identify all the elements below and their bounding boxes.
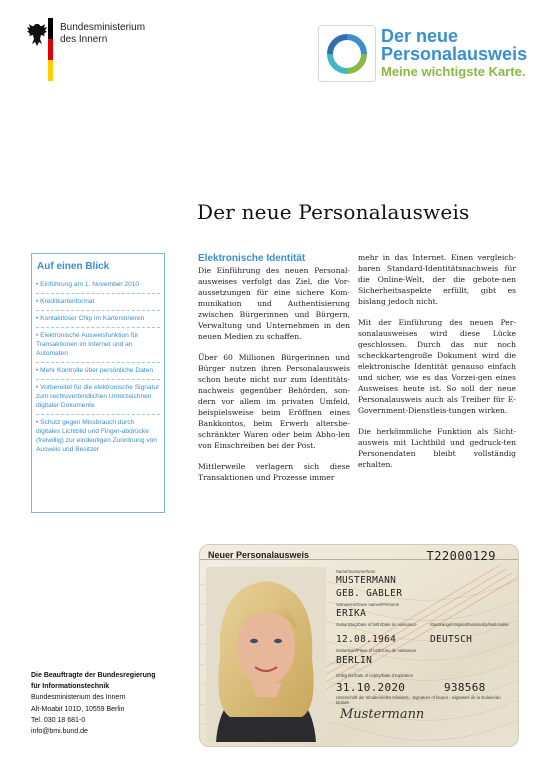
footer-line: Bundesministerium des Innern (31, 694, 126, 702)
paragraph: Über 60 Millionen Bürgerinnen und Bürger nutzen ihren Personalausweis schon heute nicht nur zum Identitäts-nachweis gegenüber Behörden, son-dern vor allem im privaten Umfeld, beispielsweise beim Eröffnen eines Bankkontos, beim Erwerb altersbe-schränkter Waren oder beim Abho-len von Einschreiben bei der Post. (198, 353, 350, 450)
federal-eagle-icon (26, 22, 48, 48)
signature: Mustermann (340, 707, 425, 722)
footer-line: für Informationstechnik (31, 683, 110, 691)
sidebar-item: • Mehr Kontrolle über persönliche Daten (36, 363, 160, 380)
sidebar-item: • Kontaktloser Chip im Karteninneren (36, 311, 160, 328)
logo-title-line-1: Der neue (381, 26, 459, 46)
footer-line: info@bmi.bund.de (31, 728, 88, 736)
paragraph: Mittlerweile verlagern sich diese Transaktionen und Prozesse immer (198, 462, 350, 482)
sidebar-item: • Elektronische Ausweisfunktion für Transaktionen im Internet und an Automaten (36, 328, 160, 363)
sidebar-item: • Vorbereitet für die elektronische Signatur zum rechtsverbindlichen Unterzeichnen digitaler Dokumente (36, 380, 160, 415)
ring-logo-icon (326, 33, 368, 75)
footer-line: Die Beauftragte der Bundesregierung (31, 672, 156, 679)
card-number: T22000129 (426, 549, 496, 563)
sidebar-title: Auf einen Blick (37, 261, 110, 272)
article-column-1 (198, 265, 350, 493)
expiry-value: 31.10.2020 (336, 681, 406, 694)
flag-gold (48, 60, 53, 81)
surname-label: Name/Surname/Nom (336, 569, 376, 574)
sidebar-item: • Einführung am 1. November 2010 (36, 277, 160, 294)
ministry-line-1: Bundesministerium (60, 22, 146, 33)
id-card-logo-box (318, 25, 376, 82)
footer-line: Tel. 030 18 681-0 (31, 716, 86, 724)
paragraph: mehr in das Internet. Einen vergleich-baren Standard-Identitätsnachweis für die Online-Welt, der die gebote-nen Sicherheitsaspekte erfüllt, gibt es bislang jedoch nicht. (358, 253, 516, 306)
logo-tagline: Meine wichtigste Karte. (381, 64, 526, 79)
nationality-value: DEUTSCH (430, 634, 473, 645)
portrait-photo (206, 567, 326, 742)
sidebar-item: • Schutz gegen Missbrauch durch digitales Lichtbild und Finger-abdrücke (freiwillig) zur eindeutigen Zuordnung von Ausweis und Besitzer (36, 419, 157, 453)
at-a-glance-box (31, 253, 165, 513)
ministry-name (60, 22, 145, 46)
flag-red (48, 39, 53, 60)
given-names-value: ERIKA (336, 608, 367, 619)
ministry-line-2: des Innern (60, 34, 108, 45)
paragraph: Die herkömmliche Funktion als Sicht-ausweis mit Lichtbild und gedruck-ten Personendaten bleibt vollständig erhalten. (358, 427, 516, 469)
dob-value: 12.08.1964 (336, 634, 397, 645)
pob-label: Geburtsort/Place of birth/Lieu de naissance (336, 648, 417, 653)
signature-label: Unterschrift der Inhaberin/des Inhabers - Signature of bearer - Signature de la titulaire/du titulaire (336, 695, 501, 705)
given-names-label: Vornamen/Given names/Prénoms (336, 602, 399, 607)
footer-line: Alt-Moabit 101D, 10559 Berlin (31, 705, 125, 713)
paragraph: Mit der Einführung des neuen Per-sonalausweises wird diese Lücke geschlossen. Durch das nur noch scheckkartengroße Dokument wird die elektronische Identität genauso einfach und sicher, wie es das Vorzei-gen eines Ausweises heute ist. So soll der neue Personalausweis auch als Treiber für E-Government-Dienstleis-tungen wirken. (358, 318, 516, 415)
article-heading: Elektronische Identität (198, 253, 306, 264)
nationality-label: Staatsangehörigkeit/Nationality/Nationalité (430, 622, 509, 627)
paragraph: Die Einführung des neuen Personal-ausweises verfolgt das Ziel, die Vor-aussetzungen für eine sichere Kom-munikation und Authentisierung zwischen Bürgerinnen und Bürgern, Verwaltung und Unternehmen in den neuen Medien zu schaffen. (198, 266, 350, 341)
birthname-value: GEB. GABLER (336, 588, 403, 599)
surname-value: MUSTERMANN (336, 575, 397, 586)
dob-label: Geburtstag/Date of birth/Date de naissance (336, 622, 417, 627)
expiry-label: Gültig bis/Date of expiry/Date d'expiration (336, 673, 413, 678)
flag-black (48, 18, 53, 39)
pob-value: BERLIN (336, 655, 373, 666)
access-number: 938568 (444, 681, 486, 694)
german-flag-stripe (48, 18, 53, 81)
sidebar-item: • Kreditkartenformat (36, 294, 160, 311)
id-card-image (199, 544, 519, 747)
logo-title-line-2: Personalausweis (381, 44, 528, 64)
contact-block (31, 670, 155, 737)
article-column-2 (358, 252, 516, 480)
card-header: Neuer Personalausweis (208, 550, 310, 560)
page-title: Der neue Personalausweis (197, 200, 470, 224)
